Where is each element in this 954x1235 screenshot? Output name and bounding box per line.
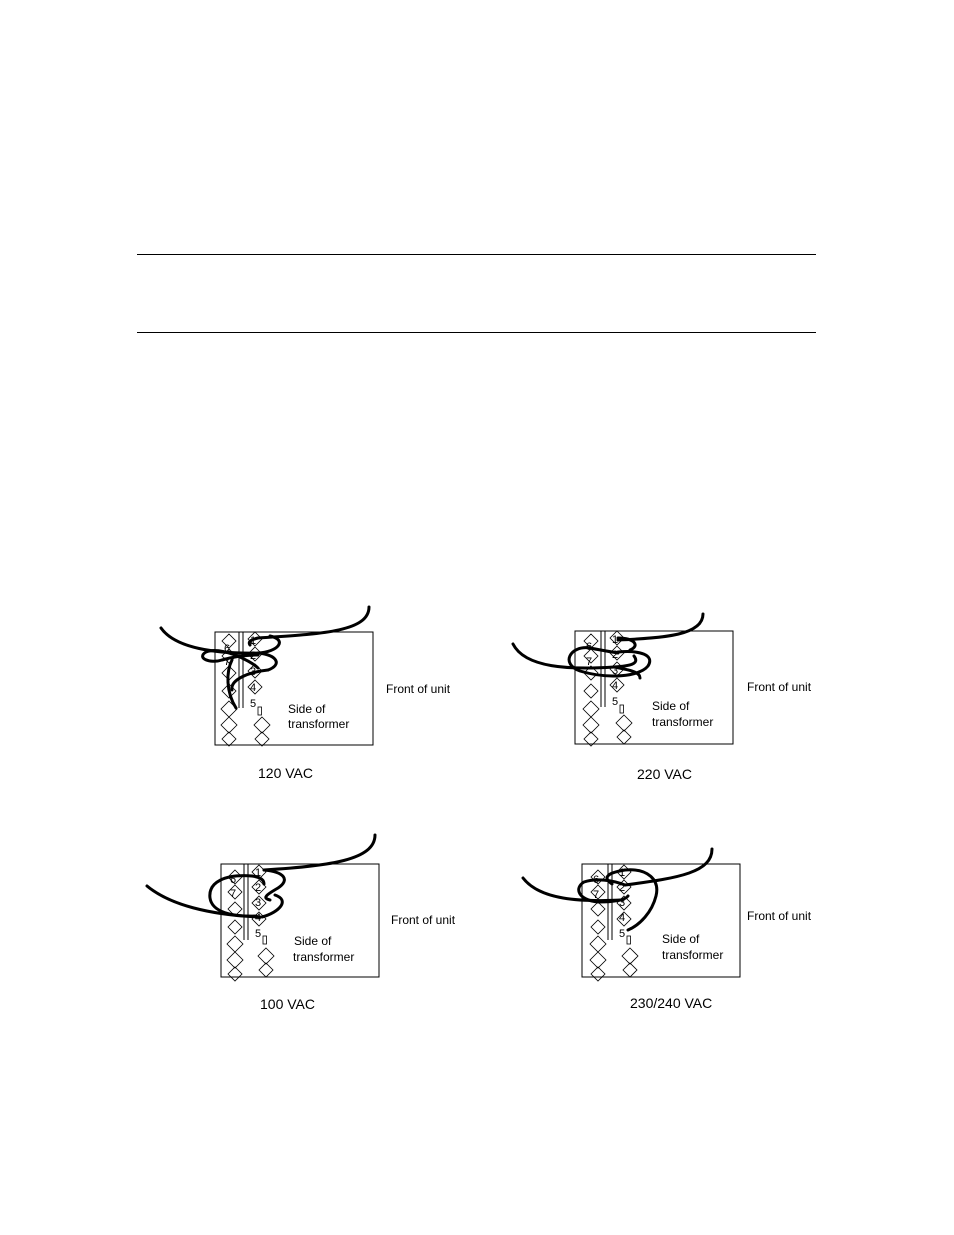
wires-220 (513, 614, 703, 678)
terminal-label-5: 5 (250, 698, 257, 710)
terminal-label-4: 4 (250, 682, 257, 694)
side-of-transformer-label: Side of (294, 934, 332, 948)
side-of-transformer-label: transformer (293, 950, 355, 964)
terminal-label-6: 6 (230, 874, 237, 886)
caption-120-vac: 120 VAC (258, 765, 313, 781)
side-of-transformer-label: transformer (662, 948, 724, 962)
panel-120 (215, 632, 373, 746)
terminal-label-3: 3 (619, 897, 626, 909)
front-of-unit-label: Front of unit (747, 680, 812, 694)
terminal-label-6: 6 (593, 874, 600, 886)
caption-100-vac: 100 VAC (260, 996, 315, 1012)
panel-100 (221, 864, 379, 981)
terminal-label-3: 3 (250, 666, 257, 678)
terminal-label-6: 6 (586, 641, 593, 653)
terminal-label-4: 4 (619, 912, 626, 924)
side-of-transformer-label: transformer (288, 717, 350, 731)
terminal-label-5: 5 (612, 696, 619, 708)
terminal-label-1: 1 (250, 635, 257, 647)
terminal-label-2: 2 (250, 650, 257, 662)
side-of-transformer-label: Side of (662, 932, 700, 946)
front-of-unit-label: Front of unit (747, 909, 812, 923)
terminal-label-4: 4 (255, 912, 262, 924)
terminal-label-5: 5 (619, 928, 626, 940)
front-of-unit-label: Front of unit (391, 913, 456, 927)
front-of-unit-label: Front of unit (386, 682, 451, 696)
terminal-label-7: 7 (593, 889, 600, 901)
caption-230-240-vac: 230/240 VAC (630, 995, 713, 1011)
terminal-label-3: 3 (612, 665, 619, 677)
wires-230-240 (523, 849, 712, 930)
caption-220-vac: 220 VAC (637, 766, 692, 782)
terminal-label-3: 3 (255, 897, 262, 909)
terminal-label-7: 7 (224, 656, 231, 668)
terminal-label-2: 2 (619, 882, 626, 894)
terminal-label-6: 6 (224, 643, 231, 655)
side-of-transformer-label: transformer (652, 715, 714, 729)
terminal-label-4: 4 (612, 680, 619, 692)
terminal-label-2: 2 (612, 649, 619, 661)
terminal-label-2: 2 (255, 882, 262, 894)
terminal-label-1: 1 (619, 867, 626, 879)
terminal-label-1: 1 (255, 867, 262, 879)
terminal-label-7: 7 (230, 888, 237, 900)
terminal-label-1: 1 (612, 634, 619, 646)
terminal-label-5: 5 (255, 928, 262, 940)
terminal-label-7: 7 (586, 656, 593, 668)
side-of-transformer-label: Side of (288, 702, 326, 716)
side-of-transformer-label: Side of (652, 699, 690, 713)
wires-120 (161, 607, 369, 708)
